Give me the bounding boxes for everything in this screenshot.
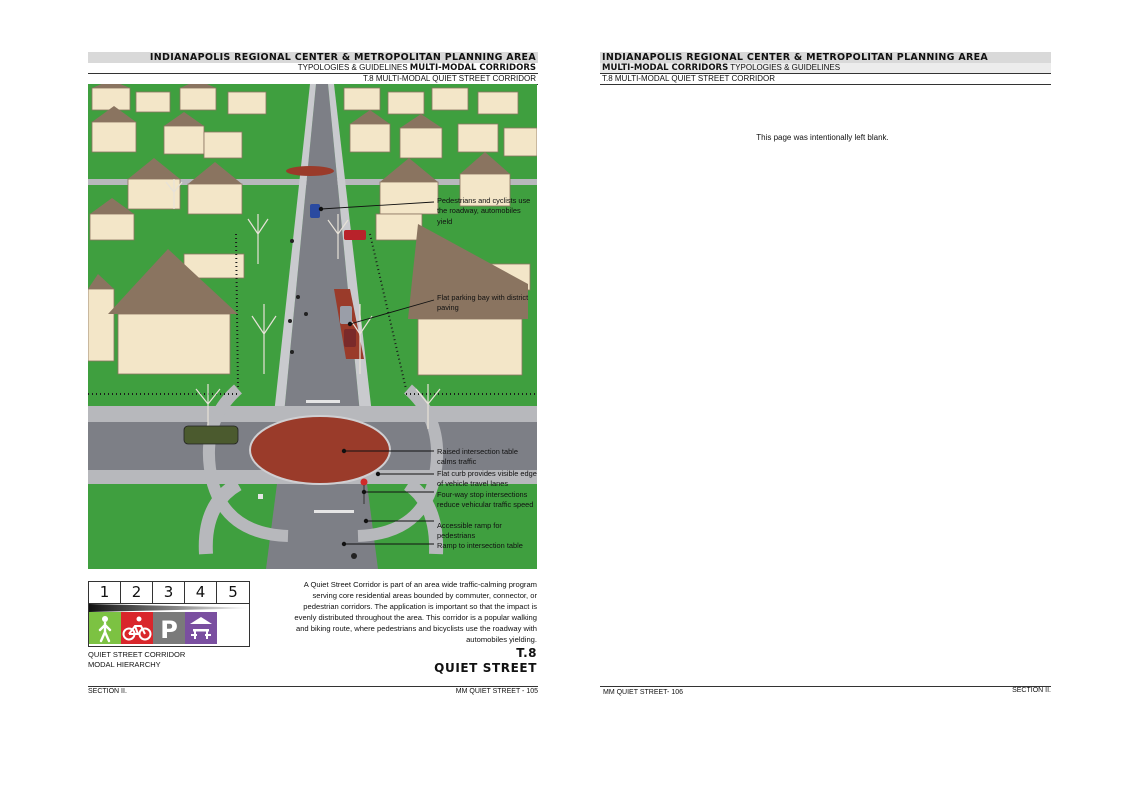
right-footer-section: SECTION II. [1012, 687, 1051, 694]
callout-pedestrians-cyclists: Pedestrians and cyclists use the roadway, automobiles yield [437, 196, 531, 226]
hierarchy-gradient-bar [89, 604, 249, 612]
section-code: T.8 [516, 646, 537, 660]
pedestrian-icon [89, 612, 121, 644]
callout-accessible-ramp: Accessible ramp for pedestrians [437, 521, 502, 541]
left-header-section: T.8 MULTI-MODAL QUIET STREET CORRIDOR [88, 74, 538, 85]
modal-hierarchy-chart [88, 581, 250, 647]
right-header-title: INDIANAPOLIS REGIONAL CENTER & METROPOLITAN PLANNING AREA [600, 52, 1051, 63]
parking-icon [153, 612, 185, 644]
quiet-street-description: A Quiet Street Corridor is part of an area wide traffic-calming program serving core residential areas bounded by commuter, connector, or pedestrian corridors. The application is important so that the impact is evenly distributed throughout the area. This corridor is a popular walking and biking route, where pedestrians and bicyclists use the roadway with automobiles yielding. [294, 580, 537, 644]
left-footer-section: SECTION II. [88, 688, 127, 695]
hierarchy-number: 3 [153, 582, 185, 603]
hierarchy-number: 5 [228, 583, 238, 601]
hierarchy-mode-row [89, 612, 249, 645]
right-footer-page-number: MM QUIET STREET- 106 [603, 689, 683, 696]
hierarchy-number-row [89, 582, 249, 604]
right-header-corridors: MULTI-MODAL CORRIDORS [602, 63, 729, 73]
callout-flat-curb: Flat curb provides visible edge of vehicle travel lanes [437, 469, 537, 489]
callout-ramp-table: Ramp to intersection table [437, 541, 523, 550]
right-header-section: T.8 MULTI-MODAL QUIET STREET CORRIDOR [600, 74, 1051, 85]
transit-shelter-icon [185, 612, 217, 644]
hierarchy-number: 1 [89, 582, 121, 603]
bicycle-icon [121, 612, 153, 644]
blank-page-notice: This page was intentionally left blank. [756, 133, 889, 142]
hierarchy-number: 4 [185, 582, 217, 603]
hierarchy-number: 2 [121, 582, 153, 603]
hierarchy-caption-line2: MODAL HIERARCHY [88, 660, 161, 669]
right-header-typologies: TYPOLOGIES & GUIDELINES [730, 63, 841, 72]
left-header-title: INDIANAPOLIS REGIONAL CENTER & METROPOLITAN PLANNING AREA [88, 52, 538, 63]
section-title: QUIET STREET [434, 661, 537, 675]
left-header-corridors: MULTI-MODAL CORRIDORS [409, 63, 536, 73]
callout-parking-bay: Flat parking bay with district paving [437, 293, 529, 313]
callout-raised-table: Raised intersection table calms traffic [437, 447, 518, 467]
hierarchy-caption-line1: QUIET STREET CORRIDOR [88, 650, 186, 659]
callout-four-way-stop: Four-way stop intersections reduce vehicular traffic speed [437, 490, 534, 510]
svg-text:P: P [160, 616, 178, 644]
left-header-typologies: TYPOLOGIES & GUIDELINES [297, 63, 408, 72]
left-header-subtitle [88, 63, 538, 74]
right-header-subtitle [600, 63, 1051, 74]
left-footer-page-number: MM QUIET STREET - 105 [455, 688, 538, 695]
